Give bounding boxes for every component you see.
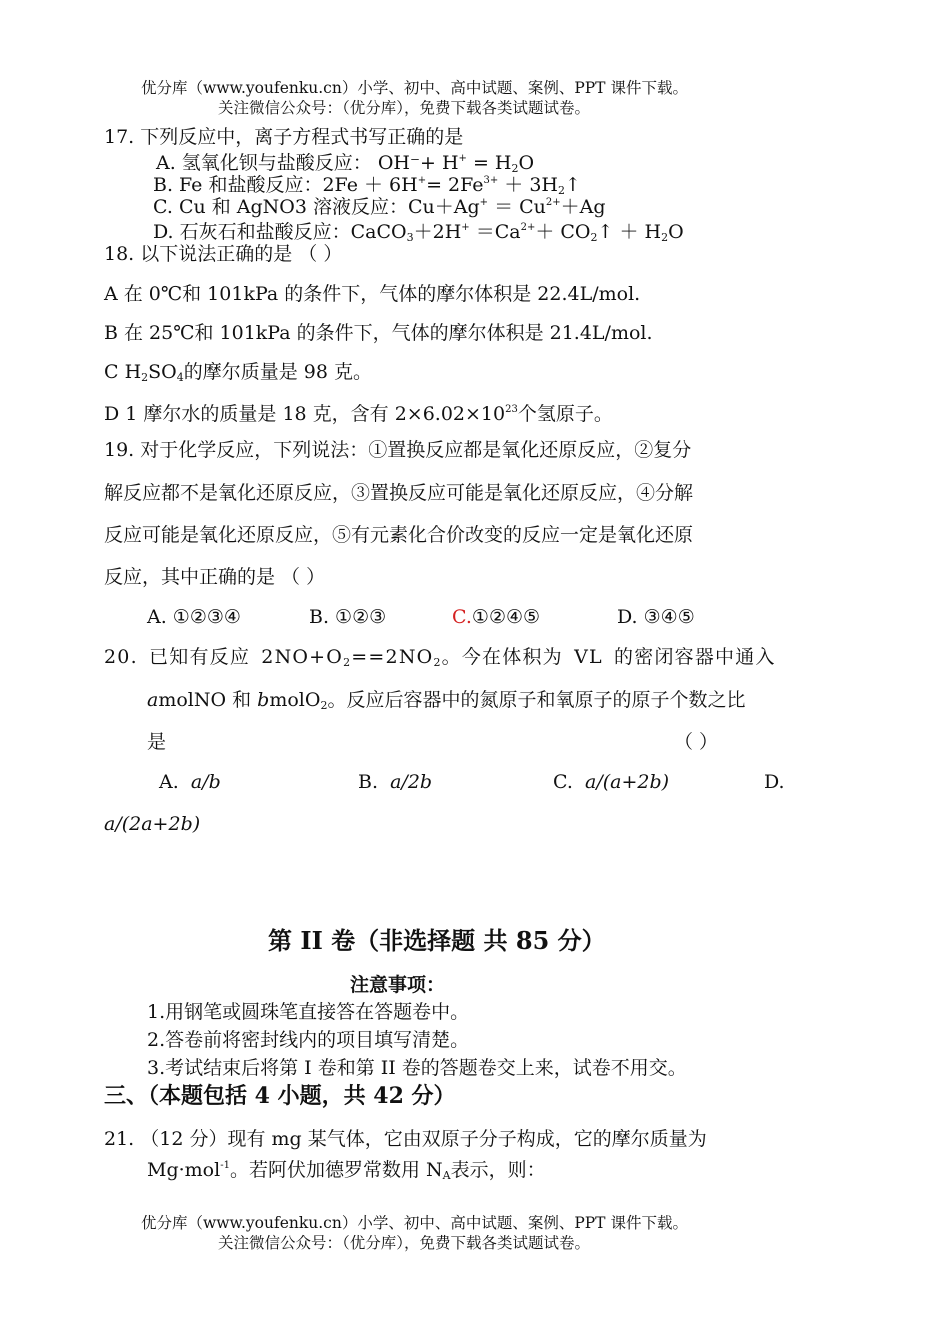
- q19-line-4: 反应，其中正确的是 （ ）: [104, 566, 326, 588]
- page-header-line-2: 关注微信公众号：（优分库），免费下载各类试题试卷。: [218, 99, 591, 117]
- q18-stem: 18. 以下说法正确的是 （ ）: [104, 243, 343, 265]
- q19-option-c: C.①②④⑤: [452, 606, 541, 628]
- page-footer-line-2: 关注微信公众号：（优分库），免费下载各类试题试卷。: [218, 1234, 591, 1252]
- q19-option-d: D. ③④⑤: [617, 606, 695, 628]
- q17-option-b: B. Fe 和盐酸反应：$2Fe + 6H^+= 2Fe^{3+}$ ＋ $3H_2↑$: [153, 174, 581, 197]
- part-two-title: 第 II 卷（非选择题 共 85 分）: [268, 926, 606, 955]
- q20-line-1: 20. 已知有反应 $2NO+O_2==2NO_2$。今在体积为 VL 的密闭容器中通入: [104, 646, 776, 669]
- page-footer-line-1: 优分库（www.youfenku.cn）小学、初中、高中试题、案例、PPT 课件下载。: [141, 1214, 688, 1232]
- q19-option-b: B. ①②③: [309, 606, 387, 628]
- q21-line-1: 21. （12 分）现有 mg 某气体，它由双原子分子构成，它的摩尔质量为: [104, 1128, 707, 1150]
- q20-option-d: a/(2a+2b): [104, 813, 201, 835]
- q17-option-a: A. 氢氧化钡与盐酸反应： $OH^-+ H^+ = H_2O$: [156, 152, 535, 175]
- q20-option-b: B. a/2b: [358, 771, 433, 793]
- q19-option-a: A. ①②③④: [147, 606, 241, 628]
- q20-answer-paren: （ ）: [674, 731, 719, 753]
- q18-option-c: C $H_2SO_4$的摩尔质量是 98 克。: [104, 361, 373, 384]
- q20-option-c: C. a/(a+2b): [553, 771, 670, 793]
- notice-item-1: 1.用钢笔或圆珠笔直接答在答题卷中。: [147, 1001, 470, 1023]
- q20-line-2: amolNO 和 bmolO$_2$。反应后容器中的氮原子和氧原子的原子个数之比: [147, 689, 746, 712]
- q18-option-a: A 在 0℃和 101kPa 的条件下，气体的摩尔体积是 22.4L/mol.: [104, 283, 641, 305]
- q18-option-b: B 在 25℃和 101kPa 的条件下，气体的摩尔体积是 21.4L/mol.: [104, 322, 653, 344]
- page-header-line-1: 优分库（www.youfenku.cn）小学、初中、高中试题、案例、PPT 课件下载。: [141, 79, 688, 97]
- notice-item-2: 2.答卷前将密封线内的项目填写清楚。: [147, 1029, 470, 1051]
- section-three-heading: 三、（本题包括 4 小题，共 42 分）: [104, 1083, 456, 1109]
- q20-line-3: 是: [147, 731, 167, 753]
- q19-line-1: 19. 对于化学反应，下列说法：①置换反应都是氧化还原反应，②复分: [104, 439, 692, 461]
- q19-line-3: 反应可能是氧化还原反应，⑤有元素化合价改变的反应一定是氧化还原: [104, 524, 694, 546]
- q17-option-c: C. Cu 和 AgNO3 溶液反应：$Cu+Ag^+ = Cu^{2+}+Ag$: [153, 196, 606, 218]
- q20-option-a: A. a/b: [159, 771, 221, 793]
- q19-option-c-letter: C.: [452, 606, 472, 628]
- q19-line-2: 解反应都不是氧化还原反应，③置换反应可能是氧化还原反应，④分解: [104, 482, 694, 504]
- q21-line-2: Mg·mol$^{-1}$。若阿伏加德罗常数用 $N_A$表示，则：: [147, 1159, 546, 1182]
- q18-option-d: D 1 摩尔水的质量是 18 克，含有 $2\times 6.02\times 10^{23}$个氢原子。: [104, 403, 613, 425]
- q17-option-d: D. 石灰石和盐酸反应：CaCO$_3$＋2H+ $=Ca^{2+}+$ $CO_2↑ + H_2O$: [153, 221, 684, 244]
- q17-stem: 17. 下列反应中，离子方程式书写正确的是: [104, 126, 464, 148]
- notice-item-3: 3.考试结束后将第 I 卷和第 II 卷的答题卷交上来，试卷不用交。: [147, 1057, 687, 1079]
- q20-option-d-label: D.: [764, 771, 785, 793]
- notice-heading: 注意事项：: [350, 974, 446, 996]
